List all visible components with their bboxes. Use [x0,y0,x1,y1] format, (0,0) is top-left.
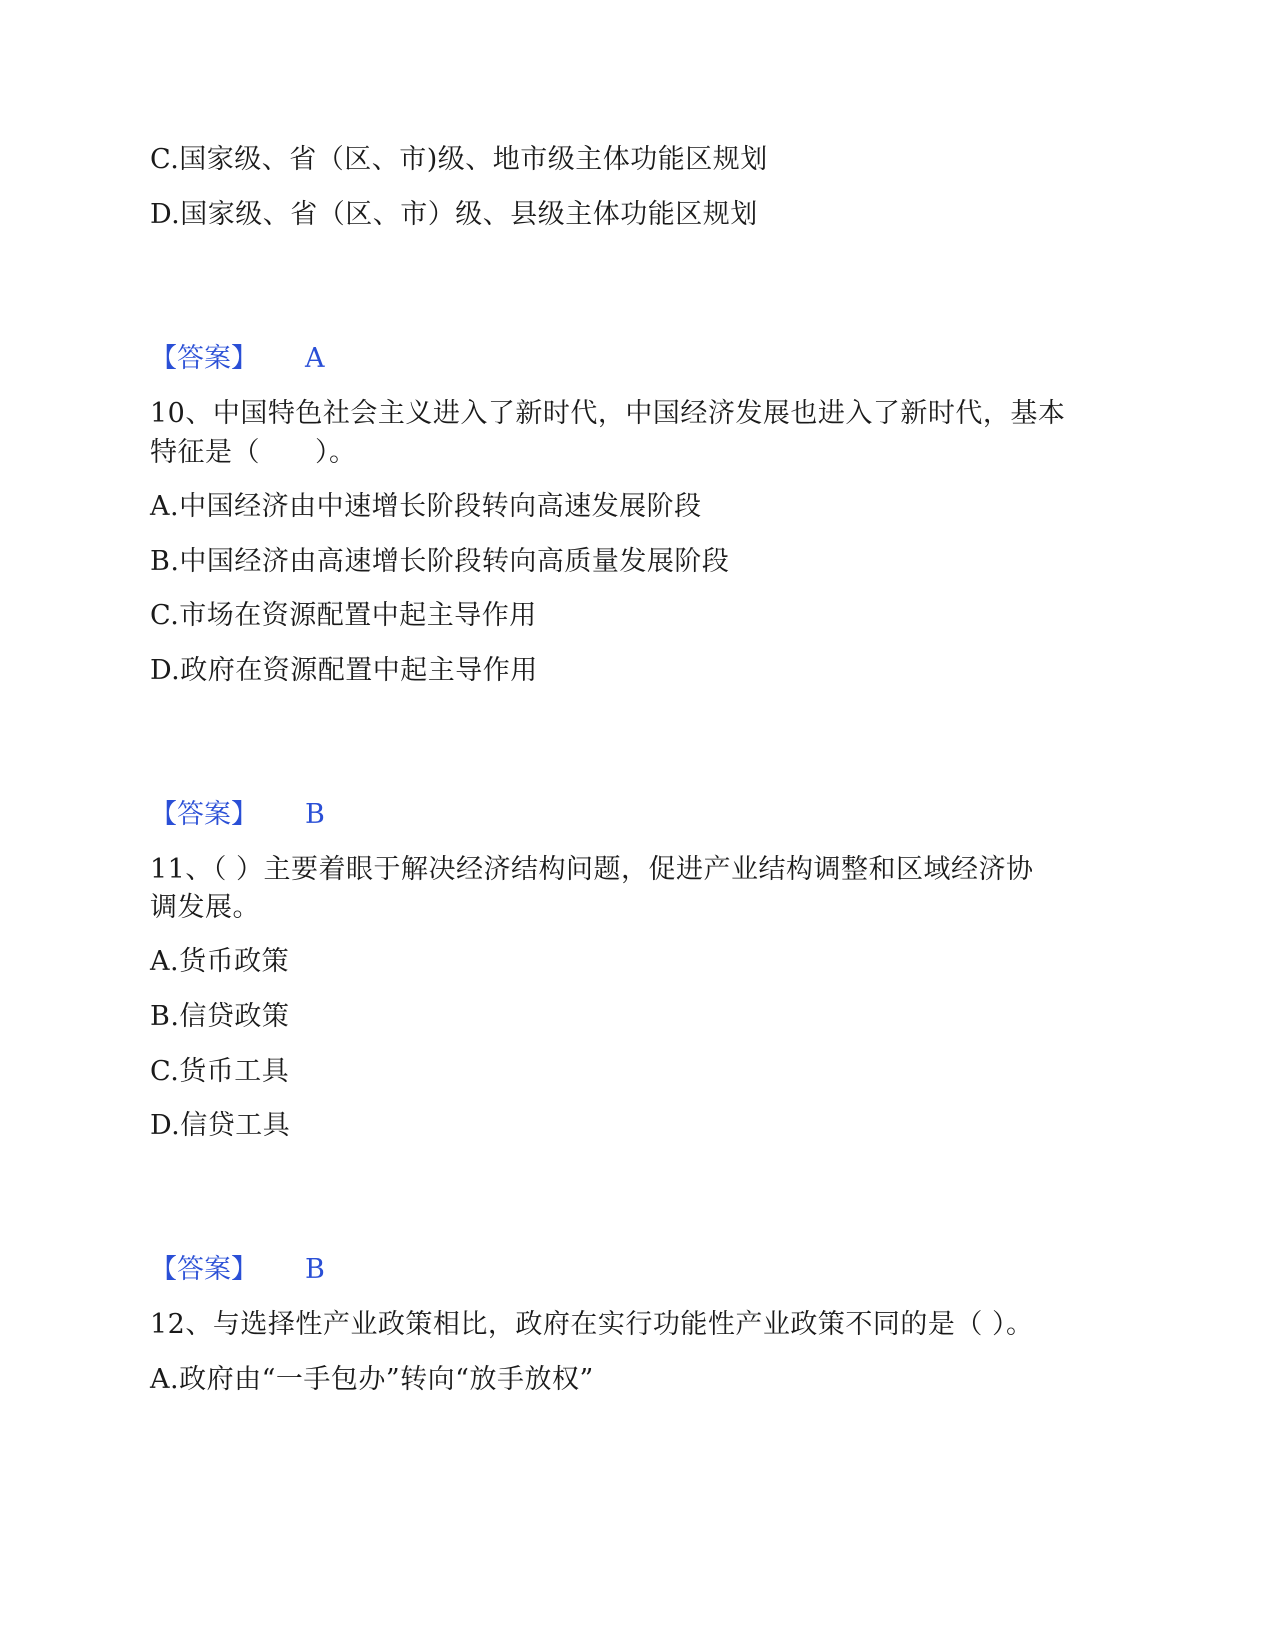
option-c-prev-question: C.国家级、省（区、市)级、地市级主体功能区规划 [150,144,768,175]
question-12-stem-line-1: 12、与选择性产业政策相比，政府在实行功能性产业政策不同的是（ ）。 [150,1309,1034,1340]
option-d-prev-question: D.国家级、省（区、市）级、县级主体功能区规划 [150,199,758,230]
question-11-stem-line-2: 调发展。 [150,892,260,923]
question-10-option-b: B.中国经济由高速增长阶段转向高质量发展阶段 [150,546,730,577]
answer-value: B [305,1254,325,1285]
question-11-option-a: A.货币政策 [150,946,290,977]
answer-block [150,798,325,832]
question-11-option-b: B.信贷政策 [150,1001,290,1032]
question-10-stem-line-1: 10、中国特色社会主义进入了新时代，中国经济发展也进入了新时代，基本 [150,398,1066,429]
question-12-option-a: A.政府由“一手包办”转向“放手放权” [150,1364,594,1395]
answer-block [150,1253,325,1287]
answer-label: 【答案】 [150,1254,258,1285]
answer-value: A [305,343,325,374]
answer-value: B [305,799,325,830]
question-10-option-d: D.政府在资源配置中起主导作用 [150,655,538,686]
question-11-option-d: D.信贷工具 [150,1110,291,1141]
answer-block [150,342,325,376]
question-10-option-a: A.中国经济由中速增长阶段转向高速发展阶段 [150,491,702,522]
question-11-option-c: C.货币工具 [150,1056,290,1087]
question-10-stem-line-2: 特征是（ ）。 [150,437,357,468]
question-10-option-c: C.市场在资源配置中起主导作用 [150,600,537,631]
answer-label: 【答案】 [150,799,258,830]
answer-label: 【答案】 [150,343,258,374]
question-11-stem-line-1: 11、（ ）主要着眼于解决经济结构问题，促进产业结构调整和区域经济协 [150,854,1034,885]
